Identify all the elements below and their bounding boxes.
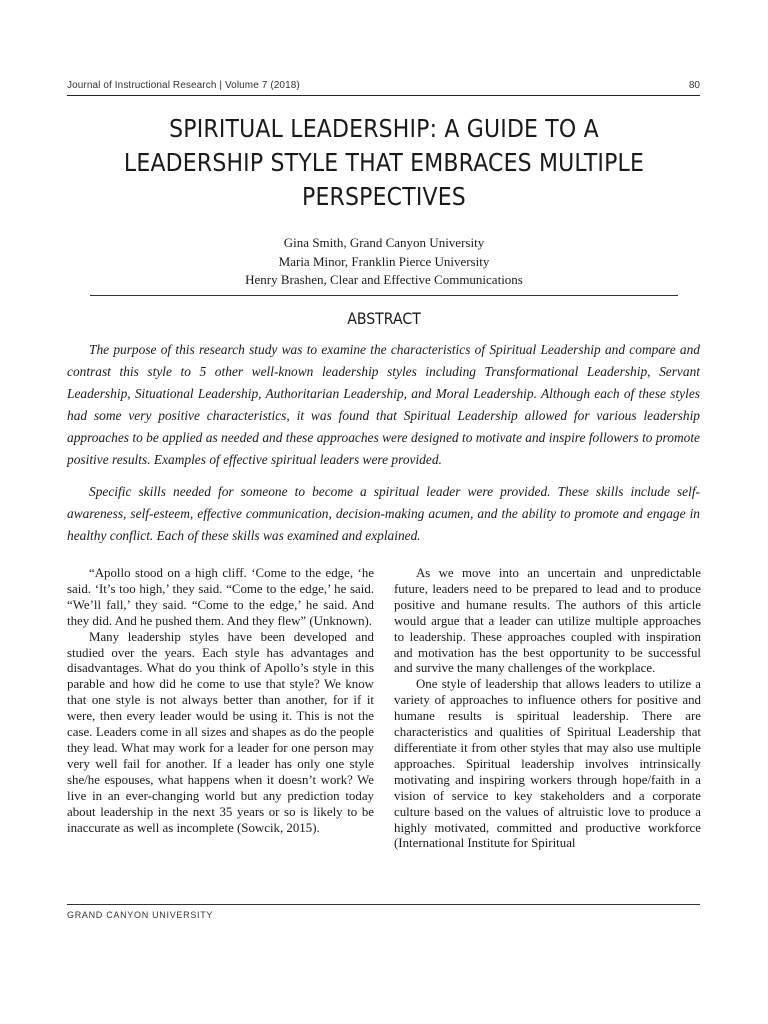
title-line: PERSPECTIVES (302, 182, 466, 211)
title-line: SPIRITUAL LEADERSHIP: A GUIDE TO A (169, 114, 599, 143)
author-line: Maria Minor, Franklin Pierce University (278, 253, 490, 269)
body-paragraph: Many leadership styles have been developed and studied over the years. Each style has advantages and disadvantages. What do you think of Apollo’s style in this parable and how did he come to use that style? We know that one style is not always better than another, for if it were, then every leader would be using it. This is not the case. Leaders come in all sizes and shapes as do the people they lead. What may work for a leader for one person may very well fail for another. If a leader has only one style she/he espouses, what happens when it doesn’t work? We live in an ever-changing world but any prediction today about leadership in the next 35 years or so is likely to be inaccurate as well as incomplete (Sowcik, 2015). (67, 629, 374, 835)
body-paragraph: One style of leadership that allows leaders to utilize a variety of approaches to influence others for positive and humane results is spiritual leadership. There are characteristics and qualities of Spiritual Leadership that differentiate it from other styles that may also use multiple approaches. Spiritual leadership involves intrinsically motivating and inspiring workers through hope/faith in a vision of service to key stakeholders and a corporate culture based on the values of altruistic love to produce a highly motivated, committed and productive workforce (International Institute for Spiritual (394, 677, 701, 851)
page-number: 80 (688, 80, 700, 91)
right-column (394, 566, 701, 852)
running-footer: GRAND CANYON UNIVERSITY (67, 910, 214, 920)
body-paragraph: As we move into an uncertain and unpredictable future, leaders need to be prepared to lead and to produce positive and humane results. The authors of this article would argue that a leader can utilize multiple approaches to leadership. These approaches coupled with inspiration and motivation has the best opportunity to be successful and survive the many challenges of the workplace. (394, 566, 701, 676)
author-line: Henry Brashen, Clear and Effective Communications (245, 272, 523, 287)
journal-citation: Journal of Instructional Research | Volume 7 (2018) (67, 80, 300, 91)
author-line: Gina Smith, Grand Canyon University (283, 235, 485, 250)
abstract-heading: ABSTRACT (347, 309, 421, 328)
title-line: LEADERSHIP STYLE THAT EMBRACES MULTIPLE (123, 148, 645, 177)
author-list (0, 234, 768, 290)
divider (67, 904, 700, 905)
divider (90, 295, 678, 296)
body-columns (67, 566, 701, 891)
abstract-body (67, 339, 700, 557)
article-title (99, 112, 669, 214)
abstract-paragraph: The purpose of this research study was to examine the characteristics of Spiritual Leadership and compare and contrast this style to 5 other well-known leadership styles including Transformational Leadership, Servant Leadership, Situational Leadership, Authoritarian Leadership, and Moral Leadership. Although each of these styles had some very positive characteristics, it was found that Spiritual Leadership allowed for various leadership approaches to be applied as needed and these approaches were designed to motivate and inspire followers to promote positive results. Examples of effective spiritual leaders were provided. (67, 342, 700, 467)
body-paragraph: “Apollo stood on a high cliff. ‘Come to the edge, ‘he said. ‘It’s too high,’ they said. “Come to the edge,’ he said. “We’ll fall,’ they said. “Come to the edge,’ he said. And they did. And he pushed them. And they flew” (Unknown). (67, 566, 374, 628)
left-column (67, 566, 374, 836)
abstract-paragraph: Specific skills needed for someone to become a spiritual leader were provided. These skills include self-awareness, self-esteem, effective communication, decision-making acumen, and the ability to promote and engage in healthy conflict. Each of these skills was examined and explained. (67, 484, 700, 543)
running-header (67, 79, 700, 96)
